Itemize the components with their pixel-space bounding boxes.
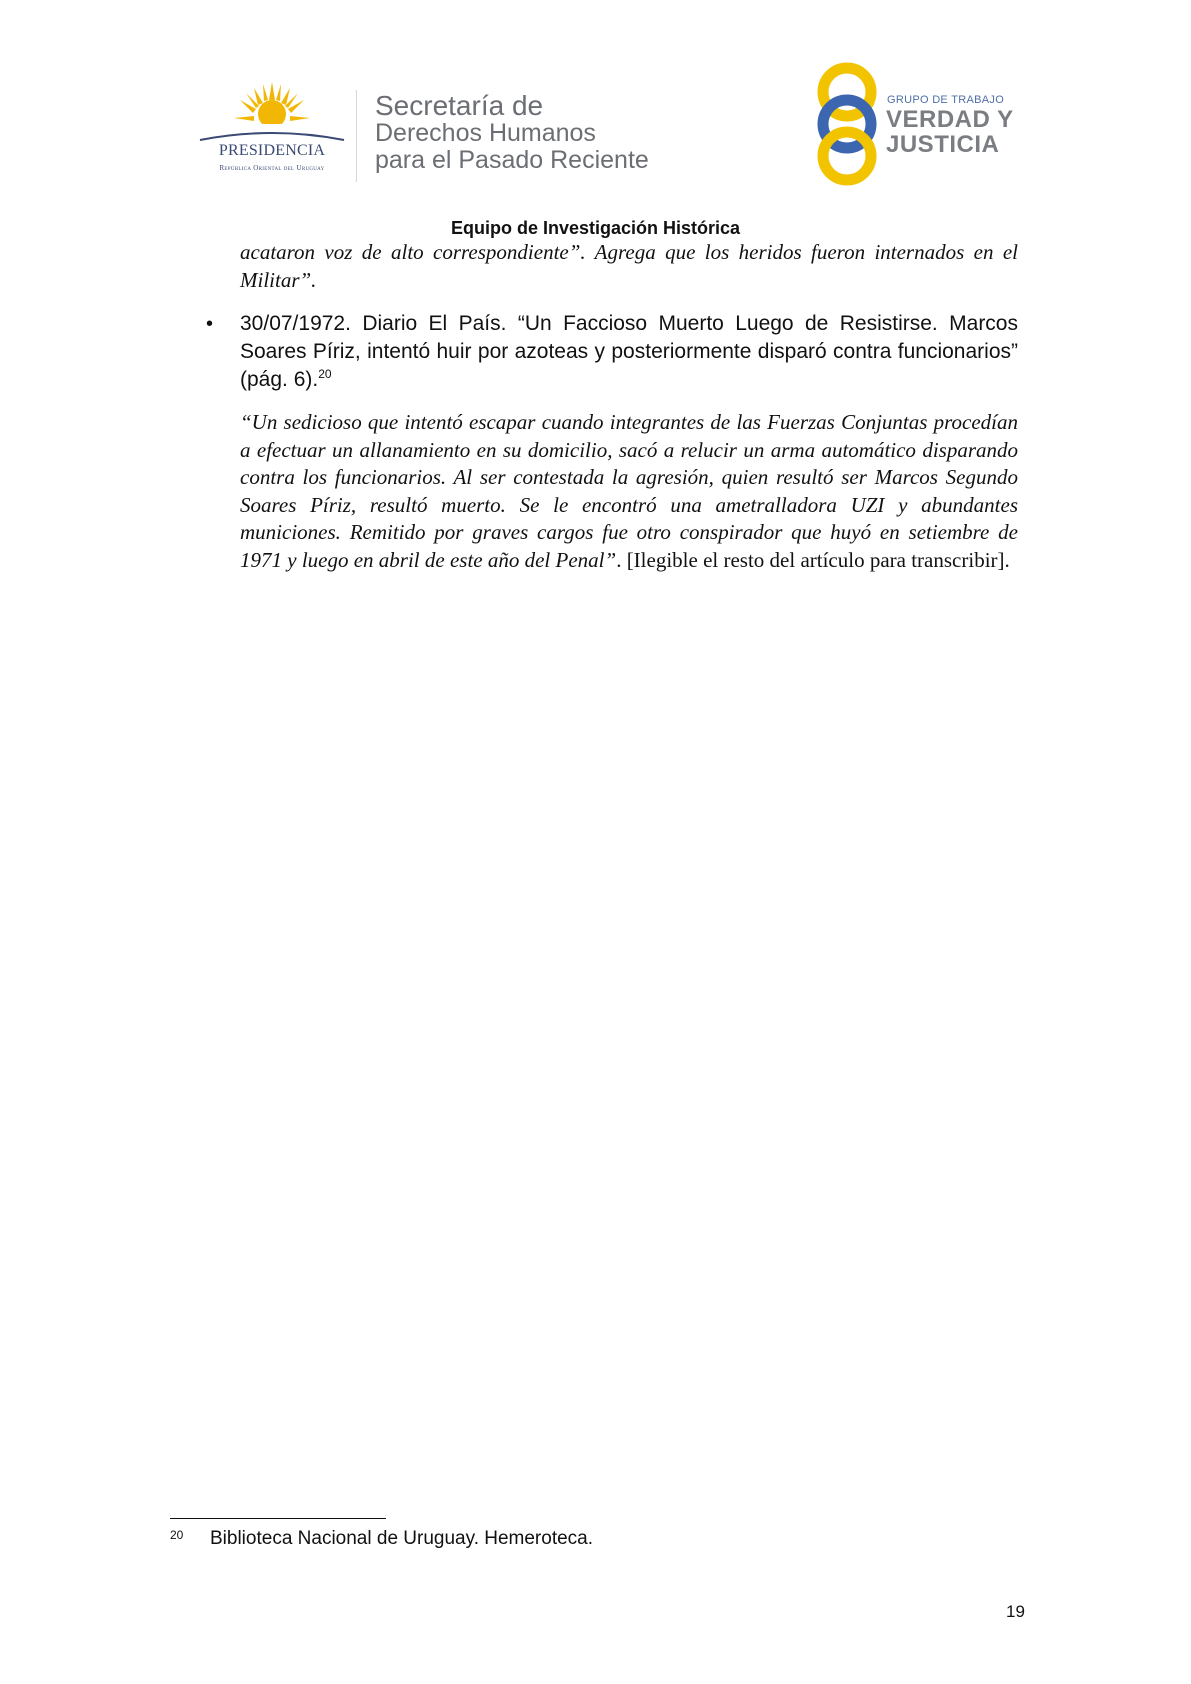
secretaria-line-3: para el Pasado Reciente [375, 146, 649, 174]
presidencia-subtitle: República Oriental del Uruguay [219, 164, 325, 172]
footnote-separator [170, 1518, 386, 1519]
article-quote-note: . [Ilegible el resto del artículo para transcribir]. [616, 547, 1010, 572]
grupo-line-1: VERDAD Y [886, 106, 1014, 133]
footnote-text: Biblioteca Nacional de Uruguay. Hemeroteca. [210, 1528, 594, 1549]
bullet-icon: • [206, 313, 214, 335]
article-quote-italic: “Un sedicioso que intentó escapar cuando integrantes de las Fuerzas Conjuntas procedían a efectuar un allanamiento en su domicilio, sacó a relucir un arma automático disparando contra los funcionarios. Al ser contestada la agresión, quien resultó ser Marcos Segundo Soares Píriz, resultó muerto. Se le encontró una ametralladora UZI y abundantes municiones. Remitido por graves cargos fue otro conspirador que huyó en setiembre de 1971 y luego en abril de este año del Penal” [240, 410, 1018, 572]
secretaria-line-1: Secretaría de [375, 90, 544, 121]
list-item [206, 310, 1018, 394]
grupo-line-2: JUSTICIA [886, 131, 1000, 158]
header-divider [356, 90, 357, 182]
interlinked-rings-icon [812, 62, 882, 187]
footnote-reference[interactable]: 20 [318, 367, 332, 381]
presidencia-name: PRESIDENCIA [218, 142, 326, 159]
bullet-text-paragraph [240, 310, 1018, 394]
article-quote [240, 409, 1018, 574]
bullet-text: 30/07/1972. Diario El País. “Un Faccioso Muerto Luego de Resistirse. Marcos Soares Píriz, intentó huir por azoteas y posteriormente disparó contra funcionarios” (pág. 6). [240, 312, 1018, 391]
presidencia-logo [196, 80, 348, 180]
footnote-number: 20 [170, 1528, 184, 1542]
document-body [206, 239, 1018, 574]
page-number: 19 [1006, 1602, 1025, 1621]
secretaria-logo-text [375, 92, 649, 174]
grupo-small-label: GRUPO DE TRABAJO [887, 94, 1005, 106]
grupo-verdad-justicia-logo [812, 62, 1022, 187]
team-title: Equipo de Investigación Histórica [450, 218, 741, 238]
secretaria-line-2: Derechos Humanos [375, 119, 596, 147]
continuation-quote: acataron voz de alto correspondiente”. Agrega que los heridos fueron internados en el Militar”. [240, 240, 1018, 292]
horizon-arc-icon [196, 130, 348, 142]
page-header [0, 0, 1191, 200]
